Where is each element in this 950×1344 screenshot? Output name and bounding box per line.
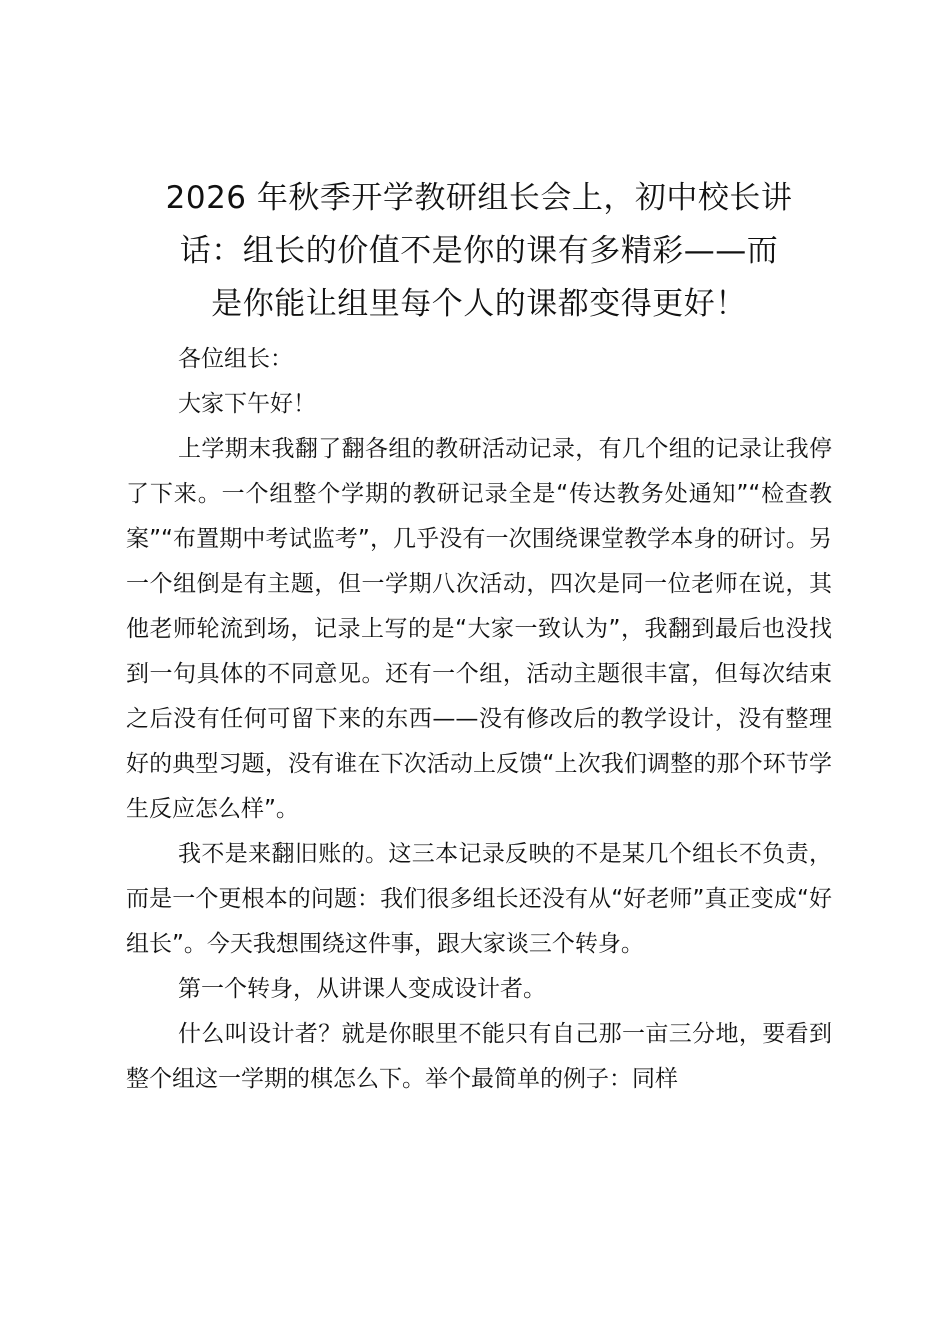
title-line-3: 是你能让组里每个人的课都变得更好！ xyxy=(211,286,747,322)
paragraph-three-turns: 我不是来翻旧账的。这三本记录反映的不是某几个组长不负责，而是一个更根本的问题：我们很多组长还没有从“好老师”真正变成“好组长”。今天我想围绕这件事，跟大家谈三个转身。 xyxy=(126,841,832,957)
title-line-1: 2026 年秋季开学教研组长会上，初中校长讲 xyxy=(165,180,793,216)
greeting: 大家下午好！ xyxy=(178,391,316,417)
paragraph-designer: 什么叫设计者？就是你眼里不能只有自己那一亩三分地，要看到整个组这一学期的棋怎么下。举个最简单的例子：同样 xyxy=(126,1021,832,1092)
salutation: 各位组长： xyxy=(178,346,293,372)
document-page xyxy=(126,172,832,1102)
paragraph-first-turn: 第一个转身，从讲课人变成设计者。 xyxy=(178,976,546,1002)
document-body xyxy=(126,337,832,1102)
paragraph-records: 上学期末我翻了翻各组的教研活动记录，有几个组的记录让我停了下来。一个组整个学期的教研记录全是“传达教务处通知”“检查教案”“布置期中考试监考”，几乎没有一次围绕课堂教学本身的研讨。另一个组倒是有主题，但一学期八次活动，四次是同一位老师在说，其他老师轮流到场，记录上写的是“大家一致认为”，我翻到最后也没找到一句具体的不同意见。还有一个组，活动主题很丰富，但每次结束之后没有任何可留下来的东西——没有修改后的教学设计，没有整理好的典型习题，没有谁在下次活动上反馈“上次我们调整的那个环节学生反应怎么样”。 xyxy=(126,436,832,822)
document-title xyxy=(126,172,832,331)
title-line-2: 话：组长的价值不是你的课有多精彩——而 xyxy=(179,233,779,269)
